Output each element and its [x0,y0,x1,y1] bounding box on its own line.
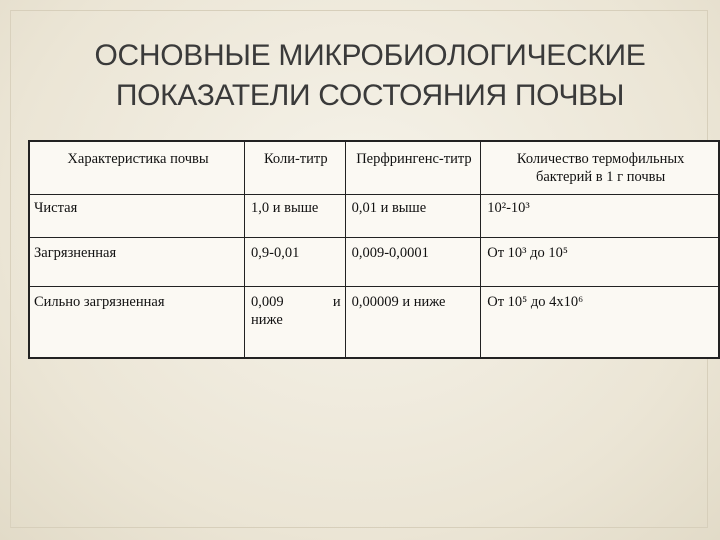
table-row [29,287,719,359]
table-row [29,195,719,238]
table-header-row [29,141,719,195]
cell-coli-titer [245,287,346,359]
header-characteristic: Характеристика почвы [29,141,245,195]
cell-coli-value: 0,009 [251,294,284,310]
header-thermophilic-count: Количество термофильных бактерий в 1 г почвы [481,141,719,195]
cell-thermophilic-count: 10²-10³ [481,195,719,238]
table-row [29,238,719,287]
cell-coli-titer: 1,0 и выше [245,195,346,238]
cell-coli-titer: 0,9-0,01 [245,238,346,287]
cell-coli-conjunction: и [332,294,341,310]
cell-characteristic: Чистая [29,195,245,238]
cell-coli-suffix: ниже [251,312,283,328]
cell-thermophilic-count: От 10⁵ до 4х10⁶ [481,287,719,359]
cell-perfringens-titer: 0,01 и выше [345,195,481,238]
slide-title [60,36,680,116]
cell-thermophilic-count: От 10³ до 10⁵ [481,238,719,287]
title-line-1: ОСНОВНЫЕ МИКРОБИОЛОГИЧЕСКИЕ [94,39,646,72]
cell-perfringens-titer: 0,00009 и ниже [345,287,481,359]
cell-characteristic: Сильно загрязненная [29,287,245,359]
soil-indicators-table [28,140,720,359]
header-coli-titer: Коли-титр [245,141,346,195]
decorative-line [10,10,11,528]
header-perfringens-titer: Перфрингенс-титр [345,141,481,195]
cell-perfringens-titer: 0,009-0,0001 [345,238,481,287]
cell-characteristic: Загрязненная [29,238,245,287]
title-line-2: ПОКАЗАТЕЛИ СОСТОЯНИЯ ПОЧВЫ [115,79,625,112]
